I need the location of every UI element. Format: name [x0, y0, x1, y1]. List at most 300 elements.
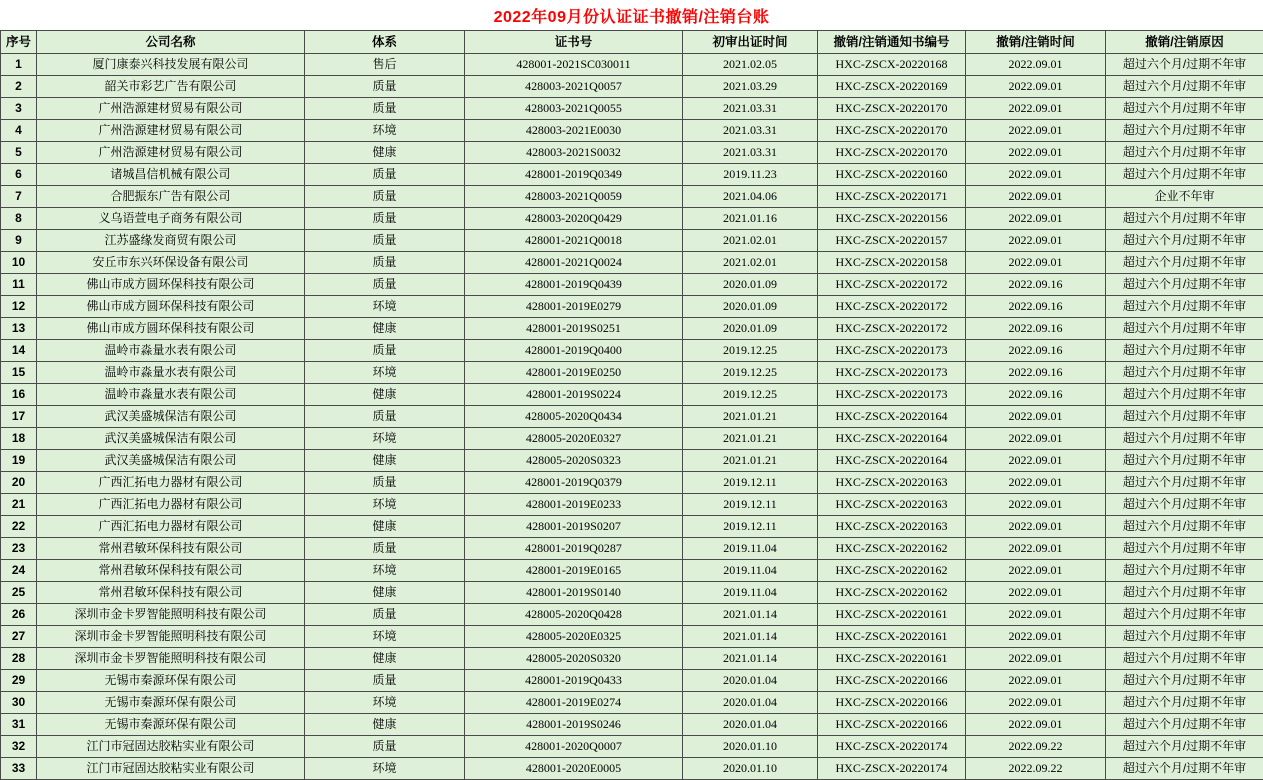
cell-notice-number: HXC-ZSCX-20220162	[818, 560, 966, 582]
table-row	[1, 98, 1263, 120]
cell-certificate-number: 428001-2019Q0433	[465, 670, 683, 692]
cell-company: 合肥振东广告有限公司	[37, 186, 305, 208]
cell-index: 21	[1, 494, 37, 516]
cell-index: 6	[1, 164, 37, 186]
cell-revocation-date: 2022.09.01	[966, 714, 1106, 736]
cell-system: 质量	[305, 670, 465, 692]
cell-certificate-number: 428001-2019Q0439	[465, 274, 683, 296]
cell-certificate-number: 428001-2019E0274	[465, 692, 683, 714]
cell-notice-number: HXC-ZSCX-20220166	[818, 692, 966, 714]
column-header-index: 序号	[1, 31, 37, 54]
cell-revocation-date: 2022.09.22	[966, 758, 1106, 780]
cell-revocation-date: 2022.09.01	[966, 186, 1106, 208]
cell-initial-issue-date: 2020.01.09	[683, 274, 818, 296]
table-row	[1, 428, 1263, 450]
cell-notice-number: HXC-ZSCX-20220174	[818, 736, 966, 758]
cell-revocation-date: 2022.09.16	[966, 384, 1106, 406]
table-row	[1, 274, 1263, 296]
cell-initial-issue-date: 2021.01.16	[683, 208, 818, 230]
table-row	[1, 384, 1263, 406]
cell-revocation-date: 2022.09.16	[966, 362, 1106, 384]
cell-system: 环境	[305, 362, 465, 384]
cell-notice-number: HXC-ZSCX-20220162	[818, 582, 966, 604]
cell-revocation-date: 2022.09.16	[966, 274, 1106, 296]
cell-company: 常州君敏环保科技有限公司	[37, 582, 305, 604]
cell-reason: 超过六个月/过期不年审	[1106, 582, 1263, 604]
cell-notice-number: HXC-ZSCX-20220163	[818, 494, 966, 516]
cell-index: 13	[1, 318, 37, 340]
cell-certificate-number: 428001-2019S0140	[465, 582, 683, 604]
cell-notice-number: HXC-ZSCX-20220161	[818, 626, 966, 648]
cell-notice-number: HXC-ZSCX-20220166	[818, 670, 966, 692]
cell-reason: 超过六个月/过期不年审	[1106, 120, 1263, 142]
cell-company: 武汉美盛城保洁有限公司	[37, 406, 305, 428]
table-row	[1, 186, 1263, 208]
cell-initial-issue-date: 2020.01.09	[683, 318, 818, 340]
cell-reason: 超过六个月/过期不年审	[1106, 384, 1263, 406]
cell-certificate-number: 428005-2020Q0428	[465, 604, 683, 626]
cell-index: 20	[1, 472, 37, 494]
cell-reason: 超过六个月/过期不年审	[1106, 648, 1263, 670]
cell-certificate-number: 428001-2021Q0024	[465, 252, 683, 274]
cell-system: 质量	[305, 406, 465, 428]
cell-initial-issue-date: 2020.01.04	[683, 692, 818, 714]
table-row	[1, 626, 1263, 648]
cell-system: 健康	[305, 450, 465, 472]
cell-initial-issue-date: 2021.03.31	[683, 120, 818, 142]
column-header-system: 体系	[305, 31, 465, 54]
cell-company: 江门市冠固达胶粘实业有限公司	[37, 758, 305, 780]
cell-index: 29	[1, 670, 37, 692]
cell-reason: 超过六个月/过期不年审	[1106, 692, 1263, 714]
cell-revocation-date: 2022.09.01	[966, 560, 1106, 582]
cell-certificate-number: 428001-2019S0246	[465, 714, 683, 736]
title-bar	[0, 0, 1263, 30]
cell-certificate-number: 428001-2019E0233	[465, 494, 683, 516]
cell-company: 广西汇拓电力器材有限公司	[37, 494, 305, 516]
cell-initial-issue-date: 2021.03.29	[683, 76, 818, 98]
cell-certificate-number: 428001-2019Q0379	[465, 472, 683, 494]
cell-index: 10	[1, 252, 37, 274]
cell-certificate-number: 428003-2021E0030	[465, 120, 683, 142]
cell-notice-number: HXC-ZSCX-20220164	[818, 406, 966, 428]
cell-notice-number: HXC-ZSCX-20220173	[818, 340, 966, 362]
table-row	[1, 582, 1263, 604]
cell-certificate-number: 428001-2019Q0349	[465, 164, 683, 186]
cell-system: 环境	[305, 758, 465, 780]
cell-index: 19	[1, 450, 37, 472]
cell-index: 12	[1, 296, 37, 318]
column-header-company: 公司名称	[37, 31, 305, 54]
cell-company: 温岭市淼量水表有限公司	[37, 340, 305, 362]
cell-index: 11	[1, 274, 37, 296]
cell-reason: 超过六个月/过期不年审	[1106, 516, 1263, 538]
table-row	[1, 54, 1263, 76]
cell-certificate-number: 428001-2020Q0007	[465, 736, 683, 758]
cell-system: 质量	[305, 274, 465, 296]
cell-notice-number: HXC-ZSCX-20220163	[818, 472, 966, 494]
cell-initial-issue-date: 2020.01.04	[683, 714, 818, 736]
cell-notice-number: HXC-ZSCX-20220164	[818, 428, 966, 450]
cell-reason: 超过六个月/过期不年审	[1106, 274, 1263, 296]
cell-initial-issue-date: 2019.11.04	[683, 560, 818, 582]
column-header-certificate-number: 证书号	[465, 31, 683, 54]
cell-revocation-date: 2022.09.01	[966, 252, 1106, 274]
cell-initial-issue-date: 2019.12.25	[683, 362, 818, 384]
cell-initial-issue-date: 2021.01.14	[683, 604, 818, 626]
cell-company: 江门市冠固达胶粘实业有限公司	[37, 736, 305, 758]
cell-certificate-number: 428001-2019S0251	[465, 318, 683, 340]
cell-initial-issue-date: 2021.01.14	[683, 648, 818, 670]
cell-company: 广州浩源建材贸易有限公司	[37, 120, 305, 142]
cell-revocation-date: 2022.09.16	[966, 318, 1106, 340]
cell-certificate-number: 428001-2019E0165	[465, 560, 683, 582]
cell-reason: 企业不年审	[1106, 186, 1263, 208]
cell-company: 深圳市金卡罗智能照明科技有限公司	[37, 648, 305, 670]
cell-reason: 超过六个月/过期不年审	[1106, 472, 1263, 494]
cell-system: 健康	[305, 648, 465, 670]
cell-certificate-number: 428001-2019E0279	[465, 296, 683, 318]
cell-company: 温岭市淼量水表有限公司	[37, 384, 305, 406]
cell-certificate-number: 428003-2021Q0059	[465, 186, 683, 208]
cell-index: 7	[1, 186, 37, 208]
cell-company: 义乌语萱电子商务有限公司	[37, 208, 305, 230]
cell-notice-number: HXC-ZSCX-20220173	[818, 384, 966, 406]
cell-index: 22	[1, 516, 37, 538]
cell-index: 33	[1, 758, 37, 780]
cell-system: 质量	[305, 230, 465, 252]
cell-company: 广州浩源建材贸易有限公司	[37, 98, 305, 120]
cell-revocation-date: 2022.09.22	[966, 736, 1106, 758]
cell-revocation-date: 2022.09.01	[966, 230, 1106, 252]
cell-initial-issue-date: 2020.01.09	[683, 296, 818, 318]
table-row	[1, 230, 1263, 252]
cell-system: 质量	[305, 98, 465, 120]
cell-company: 武汉美盛城保洁有限公司	[37, 428, 305, 450]
cell-revocation-date: 2022.09.01	[966, 472, 1106, 494]
cell-system: 健康	[305, 318, 465, 340]
table-header	[1, 31, 1263, 54]
cell-company: 常州君敏环保科技有限公司	[37, 560, 305, 582]
cell-index: 1	[1, 54, 37, 76]
cell-index: 4	[1, 120, 37, 142]
cell-certificate-number: 428003-2021S0032	[465, 142, 683, 164]
cell-index: 9	[1, 230, 37, 252]
cell-notice-number: HXC-ZSCX-20220170	[818, 142, 966, 164]
table-body	[1, 54, 1263, 780]
cell-certificate-number: 428005-2020S0320	[465, 648, 683, 670]
cell-initial-issue-date: 2019.11.04	[683, 582, 818, 604]
cell-reason: 超过六个月/过期不年审	[1106, 230, 1263, 252]
cell-company: 温岭市淼量水表有限公司	[37, 362, 305, 384]
cell-revocation-date: 2022.09.16	[966, 340, 1106, 362]
table-row	[1, 560, 1263, 582]
cell-initial-issue-date: 2021.02.05	[683, 54, 818, 76]
cell-reason: 超过六个月/过期不年审	[1106, 494, 1263, 516]
table-row	[1, 516, 1263, 538]
cell-revocation-date: 2022.09.01	[966, 582, 1106, 604]
cell-revocation-date: 2022.09.01	[966, 120, 1106, 142]
cell-revocation-date: 2022.09.01	[966, 406, 1106, 428]
column-header-notice-number: 撤销/注销通知书编号	[818, 31, 966, 54]
cell-system: 质量	[305, 736, 465, 758]
cell-initial-issue-date: 2019.12.11	[683, 516, 818, 538]
cell-index: 16	[1, 384, 37, 406]
cell-initial-issue-date: 2021.01.21	[683, 450, 818, 472]
cell-reason: 超过六个月/过期不年审	[1106, 318, 1263, 340]
cell-system: 环境	[305, 120, 465, 142]
cell-system: 环境	[305, 626, 465, 648]
cell-revocation-date: 2022.09.01	[966, 142, 1106, 164]
cell-revocation-date: 2022.09.01	[966, 516, 1106, 538]
cell-index: 31	[1, 714, 37, 736]
cell-initial-issue-date: 2021.03.31	[683, 142, 818, 164]
cell-revocation-date: 2022.09.01	[966, 164, 1106, 186]
cell-notice-number: HXC-ZSCX-20220157	[818, 230, 966, 252]
cell-initial-issue-date: 2019.11.04	[683, 538, 818, 560]
table-row	[1, 670, 1263, 692]
cell-index: 28	[1, 648, 37, 670]
cell-notice-number: HXC-ZSCX-20220168	[818, 54, 966, 76]
cell-notice-number: HXC-ZSCX-20220160	[818, 164, 966, 186]
cell-notice-number: HXC-ZSCX-20220174	[818, 758, 966, 780]
table-row	[1, 208, 1263, 230]
cell-initial-issue-date: 2021.01.14	[683, 626, 818, 648]
cell-reason: 超过六个月/过期不年审	[1106, 340, 1263, 362]
cell-certificate-number: 428005-2020E0325	[465, 626, 683, 648]
cell-revocation-date: 2022.09.16	[966, 296, 1106, 318]
cell-reason: 超过六个月/过期不年审	[1106, 714, 1263, 736]
cell-initial-issue-date: 2021.04.06	[683, 186, 818, 208]
cell-notice-number: HXC-ZSCX-20220169	[818, 76, 966, 98]
cell-certificate-number: 428005-2020E0327	[465, 428, 683, 450]
cell-reason: 超过六个月/过期不年审	[1106, 98, 1263, 120]
cell-system: 环境	[305, 560, 465, 582]
cell-index: 32	[1, 736, 37, 758]
cell-company: 常州君敏环保科技有限公司	[37, 538, 305, 560]
cell-notice-number: HXC-ZSCX-20220170	[818, 120, 966, 142]
cell-company: 佛山市成方圆环保科技有限公司	[37, 318, 305, 340]
cell-revocation-date: 2022.09.01	[966, 670, 1106, 692]
cell-initial-issue-date: 2019.12.25	[683, 384, 818, 406]
cell-notice-number: HXC-ZSCX-20220161	[818, 604, 966, 626]
cell-system: 质量	[305, 208, 465, 230]
table-row	[1, 450, 1263, 472]
cell-system: 健康	[305, 384, 465, 406]
page-title: 2022年09月份认证证书撤销/注销台账	[494, 4, 770, 27]
cell-certificate-number: 428001-2020E0005	[465, 758, 683, 780]
table-row	[1, 648, 1263, 670]
cell-reason: 超过六个月/过期不年审	[1106, 560, 1263, 582]
cell-index: 23	[1, 538, 37, 560]
cell-notice-number: HXC-ZSCX-20220172	[818, 296, 966, 318]
cell-certificate-number: 428001-2021SC030011	[465, 54, 683, 76]
cell-company: 佛山市成方圆环保科技有限公司	[37, 296, 305, 318]
cell-index: 14	[1, 340, 37, 362]
table-row	[1, 340, 1263, 362]
cell-certificate-number: 428001-2019S0207	[465, 516, 683, 538]
cell-certificate-number: 428001-2019S0224	[465, 384, 683, 406]
cell-notice-number: HXC-ZSCX-20220162	[818, 538, 966, 560]
cell-revocation-date: 2022.09.01	[966, 450, 1106, 472]
cell-certificate-number: 428001-2019E0250	[465, 362, 683, 384]
cell-reason: 超过六个月/过期不年审	[1106, 450, 1263, 472]
cell-initial-issue-date: 2020.01.10	[683, 736, 818, 758]
cell-notice-number: HXC-ZSCX-20220156	[818, 208, 966, 230]
cell-reason: 超过六个月/过期不年审	[1106, 362, 1263, 384]
cell-initial-issue-date: 2021.01.21	[683, 406, 818, 428]
cell-system: 质量	[305, 340, 465, 362]
cell-notice-number: HXC-ZSCX-20220172	[818, 318, 966, 340]
column-header-reason: 撤销/注销原因	[1106, 31, 1263, 54]
cell-system: 质量	[305, 252, 465, 274]
cell-certificate-number: 428003-2021Q0055	[465, 98, 683, 120]
cell-revocation-date: 2022.09.01	[966, 208, 1106, 230]
cell-reason: 超过六个月/过期不年审	[1106, 142, 1263, 164]
cell-revocation-date: 2022.09.01	[966, 76, 1106, 98]
cell-reason: 超过六个月/过期不年审	[1106, 736, 1263, 758]
cell-company: 安丘市东兴环保设备有限公司	[37, 252, 305, 274]
cell-index: 8	[1, 208, 37, 230]
cell-initial-issue-date: 2021.01.21	[683, 428, 818, 450]
cell-system: 环境	[305, 494, 465, 516]
cell-index: 17	[1, 406, 37, 428]
cell-system: 售后	[305, 54, 465, 76]
cell-system: 健康	[305, 142, 465, 164]
cell-reason: 超过六个月/过期不年审	[1106, 406, 1263, 428]
cell-index: 15	[1, 362, 37, 384]
cell-initial-issue-date: 2020.01.10	[683, 758, 818, 780]
cell-initial-issue-date: 2019.12.11	[683, 494, 818, 516]
table-row	[1, 318, 1263, 340]
table-row	[1, 362, 1263, 384]
cell-notice-number: HXC-ZSCX-20220170	[818, 98, 966, 120]
cell-revocation-date: 2022.09.01	[966, 538, 1106, 560]
cell-index: 18	[1, 428, 37, 450]
table-row	[1, 736, 1263, 758]
table-row	[1, 406, 1263, 428]
cell-company: 佛山市成方圆环保科技有限公司	[37, 274, 305, 296]
cell-system: 质量	[305, 186, 465, 208]
cell-system: 环境	[305, 428, 465, 450]
table-row	[1, 714, 1263, 736]
cell-reason: 超过六个月/过期不年审	[1106, 164, 1263, 186]
cell-initial-issue-date: 2021.03.31	[683, 98, 818, 120]
cell-system: 健康	[305, 582, 465, 604]
table-row	[1, 692, 1263, 714]
cell-system: 质量	[305, 604, 465, 626]
column-header-initial-issue-date: 初审出证时间	[683, 31, 818, 54]
table-row	[1, 604, 1263, 626]
cell-initial-issue-date: 2021.02.01	[683, 230, 818, 252]
cell-notice-number: HXC-ZSCX-20220161	[818, 648, 966, 670]
cell-initial-issue-date: 2020.01.04	[683, 670, 818, 692]
cell-revocation-date: 2022.09.01	[966, 54, 1106, 76]
cell-reason: 超过六个月/过期不年审	[1106, 208, 1263, 230]
cell-index: 24	[1, 560, 37, 582]
cell-certificate-number: 428001-2019Q0400	[465, 340, 683, 362]
cell-notice-number: HXC-ZSCX-20220163	[818, 516, 966, 538]
table-row	[1, 494, 1263, 516]
cell-index: 30	[1, 692, 37, 714]
cell-revocation-date: 2022.09.01	[966, 604, 1106, 626]
cell-initial-issue-date: 2019.12.25	[683, 340, 818, 362]
cell-reason: 超过六个月/过期不年审	[1106, 296, 1263, 318]
cell-revocation-date: 2022.09.01	[966, 428, 1106, 450]
table-row	[1, 252, 1263, 274]
cell-initial-issue-date: 2019.11.23	[683, 164, 818, 186]
table-row	[1, 472, 1263, 494]
table-row	[1, 758, 1263, 780]
cell-company: 无锡市秦源环保有限公司	[37, 692, 305, 714]
cell-notice-number: HXC-ZSCX-20220172	[818, 274, 966, 296]
cell-system: 健康	[305, 516, 465, 538]
certificate-revocation-table	[0, 30, 1263, 780]
cell-company: 广西汇拓电力器材有限公司	[37, 516, 305, 538]
cell-index: 25	[1, 582, 37, 604]
cell-revocation-date: 2022.09.01	[966, 692, 1106, 714]
cell-system: 质量	[305, 76, 465, 98]
cell-reason: 超过六个月/过期不年审	[1106, 428, 1263, 450]
cell-company: 广西汇拓电力器材有限公司	[37, 472, 305, 494]
cell-company: 广州浩源建材贸易有限公司	[37, 142, 305, 164]
cell-reason: 超过六个月/过期不年审	[1106, 758, 1263, 780]
cell-company: 厦门康泰兴科技发展有限公司	[37, 54, 305, 76]
cell-company: 韶关市彩艺广告有限公司	[37, 76, 305, 98]
cell-certificate-number: 428001-2021Q0018	[465, 230, 683, 252]
cell-reason: 超过六个月/过期不年审	[1106, 538, 1263, 560]
cell-revocation-date: 2022.09.01	[966, 626, 1106, 648]
table-header-row	[1, 31, 1263, 54]
cell-revocation-date: 2022.09.01	[966, 98, 1106, 120]
cell-reason: 超过六个月/过期不年审	[1106, 54, 1263, 76]
cell-notice-number: HXC-ZSCX-20220158	[818, 252, 966, 274]
cell-reason: 超过六个月/过期不年审	[1106, 76, 1263, 98]
cell-reason: 超过六个月/过期不年审	[1106, 670, 1263, 692]
table-row	[1, 164, 1263, 186]
cell-notice-number: HXC-ZSCX-20220164	[818, 450, 966, 472]
cell-revocation-date: 2022.09.01	[966, 494, 1106, 516]
cell-system: 质量	[305, 472, 465, 494]
cell-certificate-number: 428005-2020Q0434	[465, 406, 683, 428]
cell-initial-issue-date: 2019.12.11	[683, 472, 818, 494]
cell-index: 5	[1, 142, 37, 164]
table-row	[1, 296, 1263, 318]
table-row	[1, 76, 1263, 98]
table-row	[1, 120, 1263, 142]
cell-reason: 超过六个月/过期不年审	[1106, 252, 1263, 274]
cell-reason: 超过六个月/过期不年审	[1106, 626, 1263, 648]
cell-company: 江苏盛缘发商贸有限公司	[37, 230, 305, 252]
cell-certificate-number: 428001-2019Q0287	[465, 538, 683, 560]
cell-certificate-number: 428005-2020S0323	[465, 450, 683, 472]
cell-initial-issue-date: 2021.02.01	[683, 252, 818, 274]
cell-company: 武汉美盛城保洁有限公司	[37, 450, 305, 472]
cell-company: 无锡市秦源环保有限公司	[37, 670, 305, 692]
cell-index: 2	[1, 76, 37, 98]
cell-system: 健康	[305, 714, 465, 736]
cell-reason: 超过六个月/过期不年审	[1106, 604, 1263, 626]
cell-company: 深圳市金卡罗智能照明科技有限公司	[37, 604, 305, 626]
cell-notice-number: HXC-ZSCX-20220171	[818, 186, 966, 208]
cell-company: 无锡市秦源环保有限公司	[37, 714, 305, 736]
cell-notice-number: HXC-ZSCX-20220166	[818, 714, 966, 736]
table-row	[1, 538, 1263, 560]
cell-revocation-date: 2022.09.01	[966, 648, 1106, 670]
cell-system: 质量	[305, 164, 465, 186]
column-header-revocation-date: 撤销/注销时间	[966, 31, 1106, 54]
cell-certificate-number: 428003-2021Q0057	[465, 76, 683, 98]
